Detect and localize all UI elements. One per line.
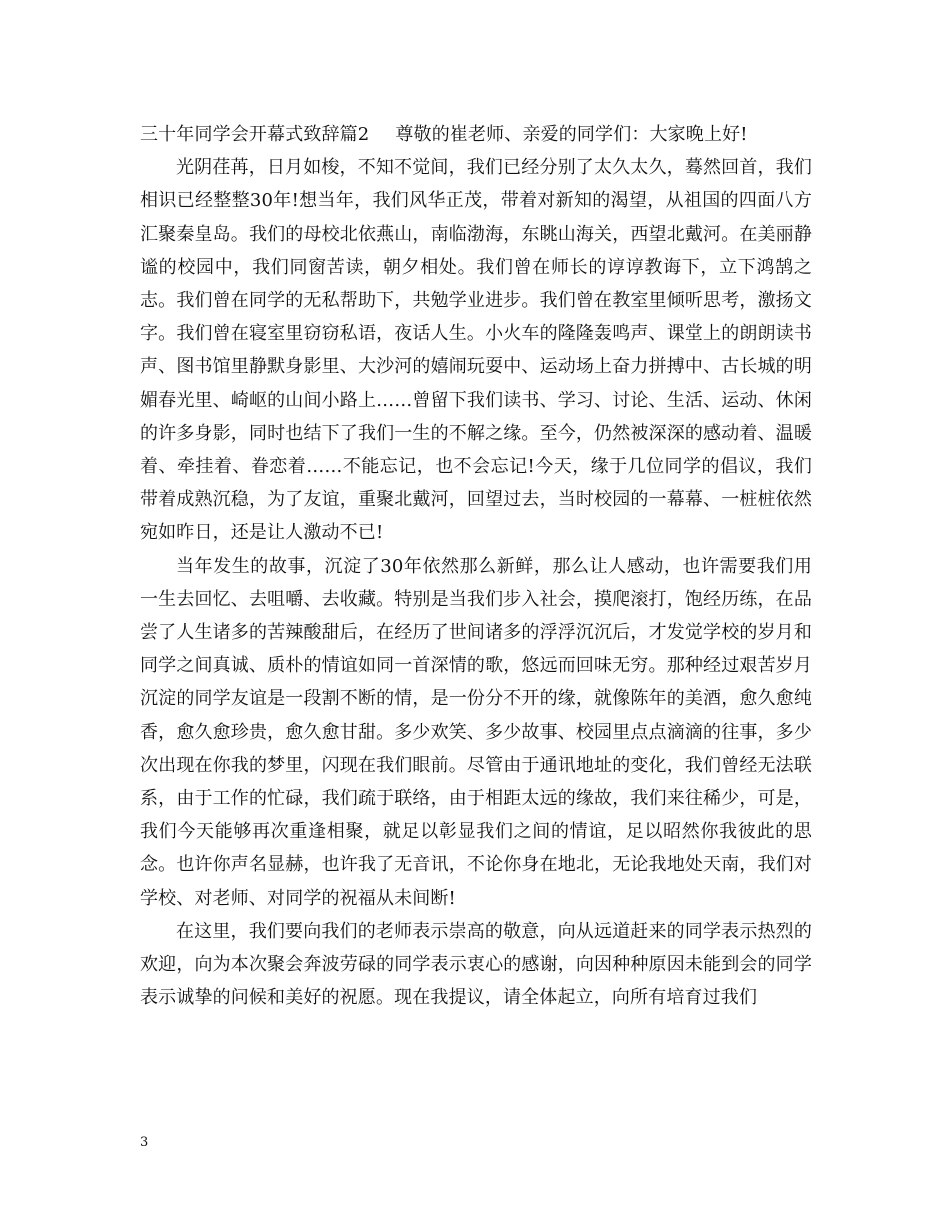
document-title: 三十年同学会开幕式致辞篇2 [140,124,370,145]
heading-line [140,118,812,151]
page-number: 3 [140,1135,149,1150]
greeting: 尊敬的崔老师、亲爱的同学们：大家晚上好! [395,124,748,145]
document-body [140,118,812,1014]
paragraph-3: 在这里，我们要向我们的老师表示崇高的敬意，向从远道赶来的同学表示热烈的欢迎，向为本次聚会奔波劳碌的同学表示衷心的感谢，向因种种原因未能到会的同学表示诚挚的问候和美好的祝愿。现在我提议，请全体起立，向所有培育过我们 [140,920,812,1009]
paragraph-2: 当年发生的故事，沉淀了30年依然那么新鲜，那么让人感动，也许需要我们用一生去回忆、去咀嚼、去收藏。特别是当我们步入社会，摸爬滚打，饱经历练，在品尝了人生诸多的苦辣酸甜后，在经历了世间诸多的浮浮沉沉后，才发觉学校的岁月和同学之间真诚、质朴的情谊如同一首深情的歌，悠远而回味无穷。那种经过艰苦岁月沉淀的同学友谊是一段割不断的情，是一份分不开的缘，就像陈年的美酒，愈久愈纯香，愈久愈珍贵，愈久愈甘甜。多少欢笑、多少故事、校园里点点滴滴的往事，多少次出现在你我的梦里，闪现在我们眼前。尽管由于通讯地址的变化，我们曾经无法联系，由于工作的忙碌，我们疏于联络，由于相距太远的缘故，我们来往稀少，可是，我们今天能够再次重逢相聚，就足以彰显我们之间的情谊，足以昭然你我彼此的思念。也许你声名显赫，也许我了无音讯，不论你身在地北，无论我地处天南，我们对学校、对老师、对同学的祝福从未间断! [140,555,812,909]
paragraph-1: 光阴荏苒，日月如梭，不知不觉间，我们已经分别了太久太久，蓦然回首，我们相识已经整整30年!想当年，我们风华正茂，带着对新知的渴望，从祖国的四面八方汇聚秦皇岛。我们的母校北依燕山，南临渤海，东眺山海关，西望北戴河。在美丽静谧的校园中，我们同窗苦读，朝夕相处。我们曾在师长的谆谆教诲下，立下鸿鹄之志。我们曾在同学的无私帮助下，共勉学业进步。我们曾在教室里倾听思考，激扬文字。我们曾在寝室里窃窃私语，夜话人生。小火车的隆隆轰鸣声、课堂上的朗朗读书声、图书馆里静默身影里、大沙河的嬉闹玩耍中、运动场上奋力拼搏中、古长城的明媚春光里、崎岖的山间小路上……曾留下我们读书、学习、讨论、生活、运动、休闲的许多身影，同时也结下了我们一生的不解之缘。至今，仍然被深深的感动着、温暖着、牵挂着、眷恋着……不能忘记，也不会忘记!今天，缘于几位同学的倡议，我们带着成熟沉稳，为了友谊，重聚北戴河，回望过去，当时校园的一幕幕、一桩桩依然宛如昨日，还是让人激动不已! [140,157,812,544]
